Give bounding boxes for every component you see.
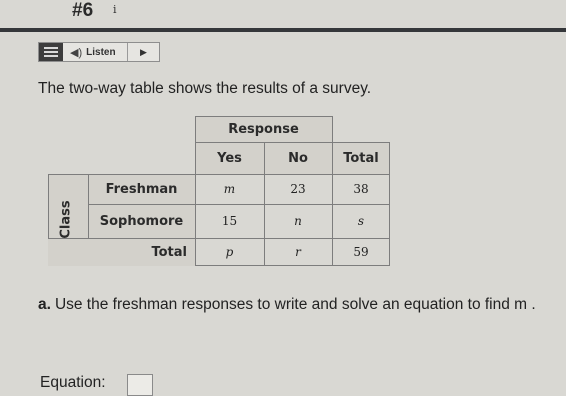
play-icon: ▶ [140, 46, 147, 57]
question-prompt: The two-way table shows the results of a survey. [38, 80, 372, 97]
col-header-yes: Yes [217, 150, 242, 166]
col-header-no: No [288, 150, 308, 166]
question-part-a [38, 296, 536, 314]
two-way-table [48, 116, 390, 266]
class-header: Class [58, 199, 74, 239]
cell-sophomore-total: s [357, 214, 365, 228]
listen-toolbar [38, 42, 160, 62]
part-a-letter: a. [38, 296, 51, 313]
info-icon[interactable]: i [113, 3, 117, 16]
equation-input[interactable] [127, 374, 153, 396]
cell-sophomore-yes: 15 [221, 214, 238, 228]
hamburger-icon[interactable] [39, 43, 63, 61]
response-header: Response [228, 121, 299, 137]
cell-sophomore-no: n [294, 214, 302, 228]
equation-label: Equation: [40, 374, 106, 391]
part-a-text: Use the freshman responses to write and solve an equation to find m . [54, 296, 536, 313]
row-label-sophomore: Sophomore [99, 213, 184, 229]
cell-total-no: r [295, 245, 301, 259]
header-divider [0, 28, 566, 32]
cell-total-yes: p [225, 245, 234, 259]
row-label-total: Total [151, 244, 187, 260]
cell-total-total: 59 [353, 245, 369, 259]
cell-freshman-no: 23 [290, 182, 306, 196]
speaker-icon[interactable]: ◀) [70, 46, 83, 59]
listen-label[interactable]: Listen [86, 46, 116, 58]
cell-freshman-total: 38 [353, 182, 369, 196]
cell-freshman-yes: m [223, 182, 236, 196]
play-button[interactable] [127, 43, 159, 61]
question-number: #6 [72, 0, 94, 21]
row-label-freshman: Freshman [105, 181, 178, 197]
col-header-total: Total [343, 150, 379, 166]
